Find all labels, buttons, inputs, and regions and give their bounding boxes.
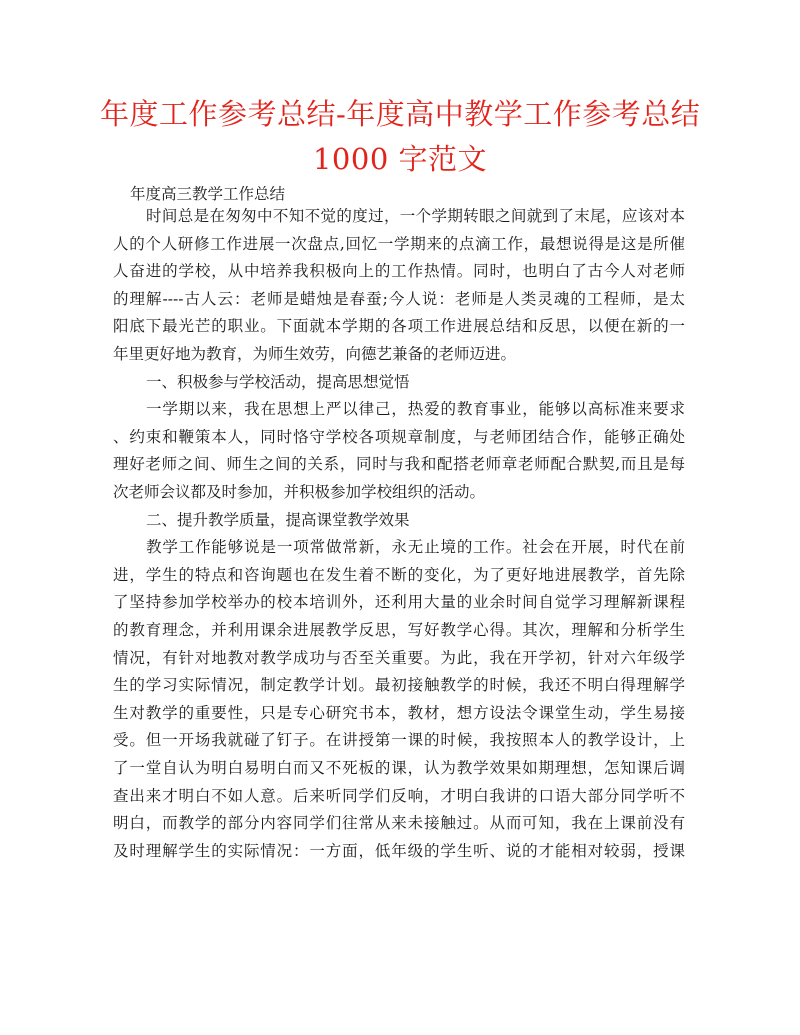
body-text-line: 情况，有针对地教对教学成功与否至关重要。为此，我在开学初，针对六年级学 bbox=[113, 648, 685, 667]
body-text-line: 了一堂自认为明白易明白而又不死板的课，认为教学效果如期理想，怎知课后调 bbox=[113, 759, 685, 777]
body-text-line: 进，学生的特点和咨询题也在发生着不断的变化，为了更好地进展教学，首先除 bbox=[113, 565, 685, 584]
body-text-line: 、约束和鞭策本人，同时恪守学校各项规章制度，与老师团结合作，能够正确处 bbox=[113, 427, 685, 446]
body-text-line: 年里更好地为教育，为师生效劳，向德艺兼备的老师迈进。 bbox=[113, 345, 517, 363]
body-text-line: 阳底下最光芒的职业。下面就本学期的各项工作进展总结和反思，以便在新的一 bbox=[113, 317, 685, 336]
body-text-line: 的教育理念，并利用课余进展教学反思，写好教学心得。其次，理解和分析学生 bbox=[113, 621, 685, 639]
body-text-line: 及时理解学生的实际情况：一方面，低年级的学生听、说的才能相对较弱，授课 bbox=[113, 841, 685, 860]
body-text-line: 二、提升教学质量，提高课堂教学效果 bbox=[146, 510, 410, 529]
document-title-line-1: 年度工作参考总结-年度高中教学工作参考总结 bbox=[100, 97, 701, 131]
body-text-line: 查出来才明白不如人意。后来听同学们反响，才明白我讲的口语大部分同学听不 bbox=[113, 786, 685, 805]
body-text-line: 受。但一开场我就碰了钉子。在讲授第一课的时候，我按照本人的教学设计，上 bbox=[113, 731, 685, 750]
body-text-line: 明白，而教学的部分内容同学们往常从来未接触过。从而可知，我在上课前没有 bbox=[113, 814, 685, 833]
body-text-line: 生的学习实际情况，制定教学计划。最初接触教学的时候，我还不明白得理解学 bbox=[113, 676, 685, 695]
body-text-line: 一学期以来，我在思想上严以律己，热爱的教育事业，能够以高标准来要求 bbox=[146, 400, 685, 419]
body-text-line: 生对教学的重要性，只是专心研究书本，教材，想方设法令课堂生动，学生易接 bbox=[113, 703, 685, 722]
document-subheading: 年度高三教学工作总结 bbox=[130, 185, 286, 203]
body-text-line: 次老师会议都及时参加，并积极参加学校组织的活动。 bbox=[113, 483, 486, 501]
body-text-line: 的理解----古人云：老师是蜡烛是春蚕;今人说：老师是人类灵魂的工程师，是太 bbox=[113, 289, 685, 308]
body-text-line: 人奋进的学校，从中培养我积极向上的工作热情。同时，也明白了古今人对老师 bbox=[113, 262, 685, 281]
body-text-line: 时间总是在匆匆中不知不觉的度过，一个学期转眼之间就到了末尾，应该对本 bbox=[146, 207, 685, 225]
body-text-line: 人的个人研修工作进展一次盘点,回忆一学期来的点滴工作，最想说得是这是所催 bbox=[113, 234, 685, 253]
document-title-line-2: 1000 字范文 bbox=[312, 142, 488, 176]
body-text-line: 了坚持参加学校举办的校本培训外，还利用大量的业余时间自觉学习理解新课程 bbox=[113, 593, 685, 612]
body-text-line: 一、积极参与学校活动，提高思想觉悟 bbox=[146, 372, 410, 391]
body-text-line: 理好老师之间、师生之间的关系，同时与我和配搭老师章老师配合默契,而且是每 bbox=[113, 455, 685, 474]
body-text-line: 教学工作能够说是一项常做常新，永无止境的工作。社会在开展，时代在前 bbox=[146, 538, 685, 557]
